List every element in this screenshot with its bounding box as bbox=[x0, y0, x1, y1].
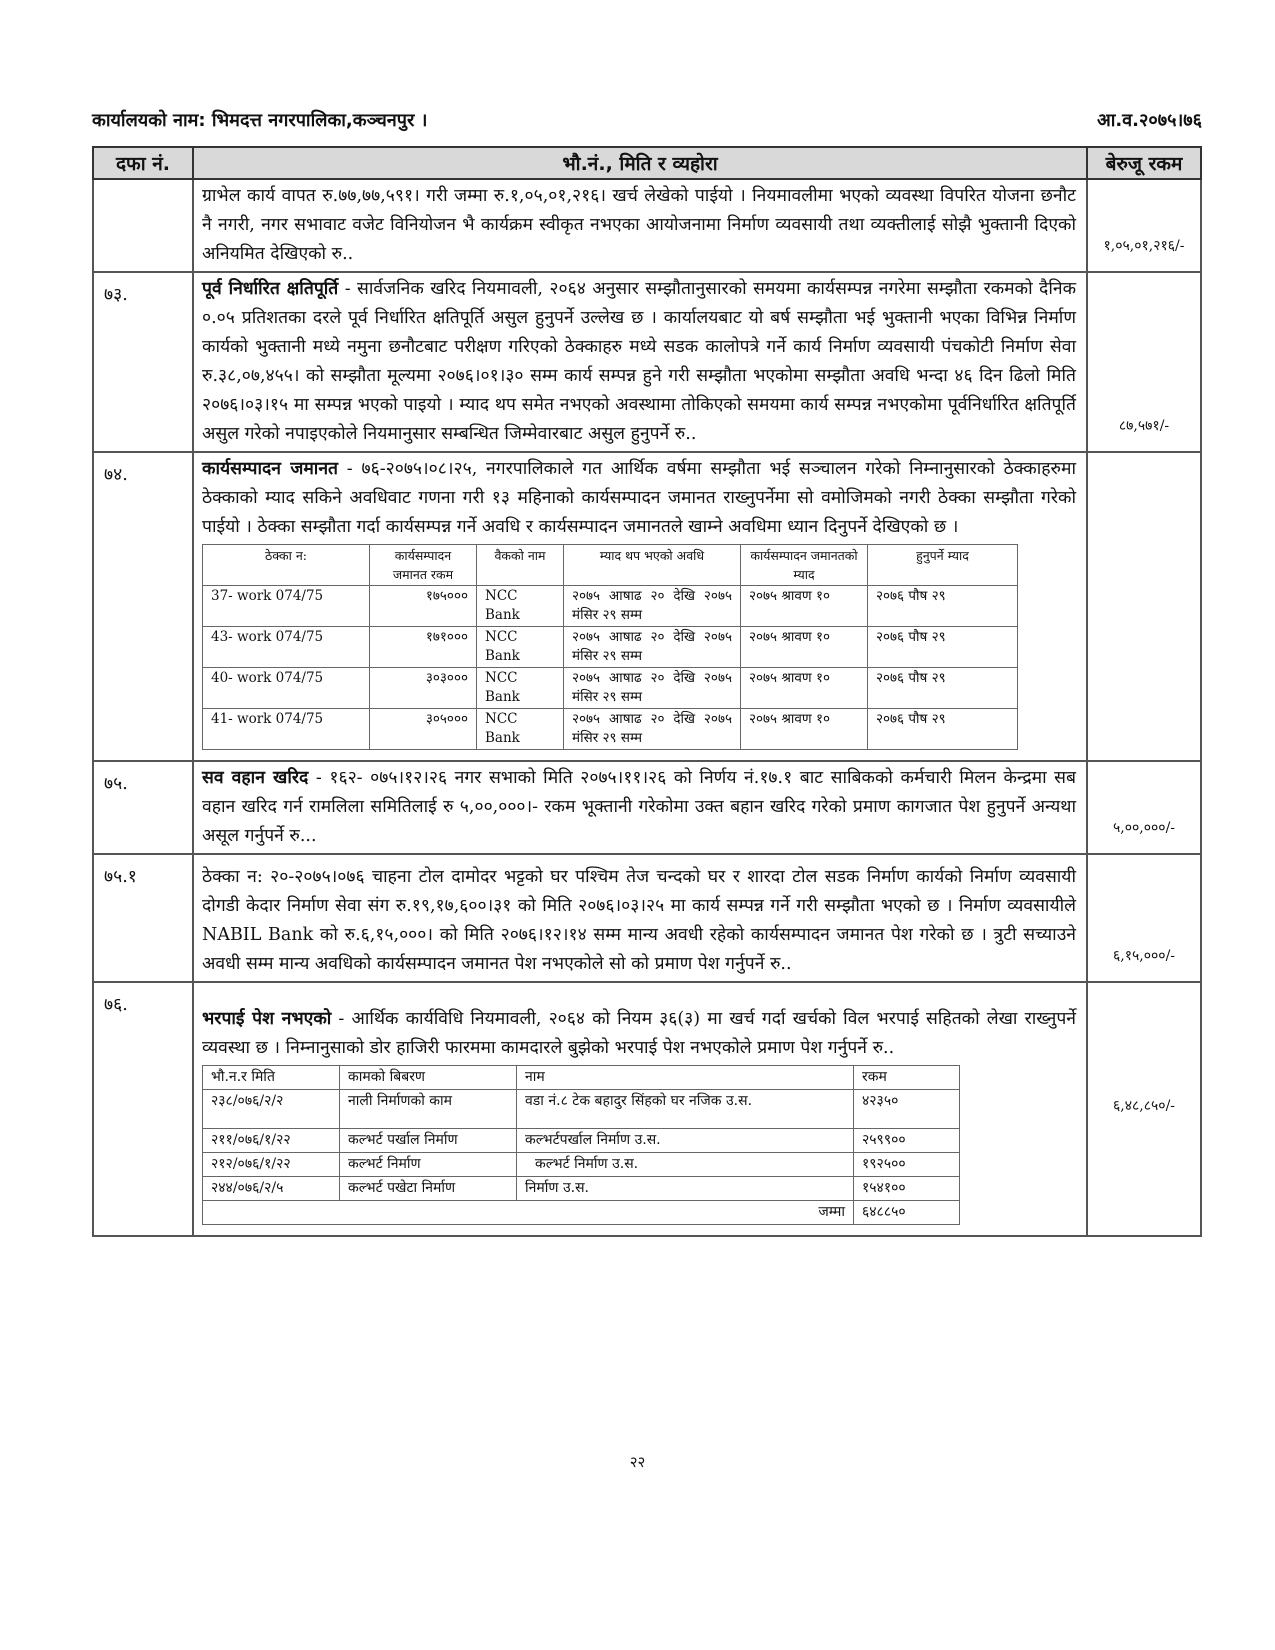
amount-value: ५,००,०००/- bbox=[1112, 820, 1176, 836]
table-row bbox=[93, 452, 1201, 761]
work-description: नाली निर्माणको काम bbox=[340, 1090, 517, 1129]
section-no: ७३. bbox=[93, 272, 193, 452]
table-row bbox=[93, 761, 1201, 854]
table-row bbox=[93, 854, 1201, 982]
section-text: ठेक्का न: २०-२०७५।०७६ चाहना टोल दामोदर भट्टको घर पश्चिम तेज चन्दको घर र शारदा टोल सडक निर्माण कार्यको निर्माण व्यवसायी दोगडी केदार निर्माण सेवा संग रु.१९,१७,६००।३१ को मिति २०७६।०३।२५ मा कार्य सम्पन्न गर्ने गरी सम्झौता भएको छ । निर्माण व्यवसायीले NABIL Bank को रु.६,१५,०००। को मिति २०७६।१२।१४ सम्म मान्य अवधी रहेको कार्यसम्पादन जमानत पेश गरेको छ । त्रुटी सच्याउने अवधी सम्म मान्य अवधिको कार्यसम्पादन जमानत पेश नभएकोले सो को प्रमाण पेश गर्नुपर्ने रु.. bbox=[202, 867, 1076, 974]
section-no: ७४. bbox=[93, 452, 193, 761]
work-description: कल्भर्ट पखेटा निर्माण bbox=[340, 1177, 517, 1201]
voucher-amount: १५४१०० bbox=[854, 1177, 960, 1201]
section-body bbox=[193, 982, 1087, 1236]
table-row bbox=[93, 179, 1201, 272]
extension-period: २०७५ आषाढ २० देखि २०७५ मंसिर २९ सम्म bbox=[564, 709, 741, 750]
voucher-no-date: २११/०७६/१/२२ bbox=[203, 1129, 340, 1153]
voucher-amount: ४२३५० bbox=[854, 1090, 960, 1129]
voucher-header: रकम bbox=[854, 1066, 960, 1090]
guarantee-validity: २०७५ श्रावण १० bbox=[741, 627, 868, 668]
section-no: ७५. bbox=[93, 761, 193, 854]
total-label: जम्मा bbox=[203, 1201, 854, 1225]
section-body bbox=[193, 452, 1087, 761]
guarantee-validity: २०७५ श्रावण १० bbox=[741, 709, 868, 750]
section-text: - ७६-२०७५।०८।२५, नगरपालिकाले गत आर्थिक वर्षमा सम्झौता भई सञ्चालन गरेको निम्नानुसारको ठेक्काहरुमा ठेक्काको म्याद सकिने अवधिवाट गणना गरी १३ महिनाको कार्यसम्पादन जमानत राख्नुपर्नेमा सो वमोजिमको नगरी ठेक्का सम्झौता गरेको पाईयो । ठेक्का सम्झौता गर्दा कार्यसम्पन्न गर्ने अवधि र कार्यसम्पादन जमानतले खाम्ने अवधिमा ध्यान दिनुपर्ने देखिएको छ । bbox=[202, 459, 1077, 537]
audit-table bbox=[92, 146, 1202, 1237]
guarantee-row bbox=[203, 627, 1018, 668]
table-row bbox=[93, 982, 1201, 1236]
payee-name: कल्भर्टपर्खाल निर्माण उ.स. bbox=[517, 1129, 854, 1153]
guarantee-header: कार्यसम्पादन जमानतको म्याद bbox=[741, 545, 868, 586]
extension-period: २०७५ आषाढ २० देखि २०७५ मंसिर २९ सम्म bbox=[564, 627, 741, 668]
required-validity: २०७६ पौष २९ bbox=[868, 586, 1018, 627]
section-no bbox=[93, 179, 193, 272]
voucher-row bbox=[203, 1177, 960, 1201]
payee-name: कल्भर्ट निर्माण उ.स. bbox=[517, 1153, 854, 1177]
col-header-no: दफा नं. bbox=[93, 147, 193, 179]
section-amount bbox=[1087, 854, 1201, 982]
contract-no: 43- work 074/75 bbox=[203, 627, 370, 668]
section-amount bbox=[1087, 452, 1201, 761]
work-description: कल्भर्ट पर्खाल निर्माण bbox=[340, 1129, 517, 1153]
section-text: - १६२- ०७५।१२।२६ नगर सभाको मिति २०७५।११।२६ को निर्णय नं.१७.१ बाट साबिकको कर्मचारी मिलन केन्द्रमा सब वहान खरिद गर्न रामलिला समितिलाई रु ५,००,०००।- रकम भूक्तानी गरेकोमा उक्त बहान खरिद गरेको प्रमाण कागजात पेश हुनुपर्ने अन्यथा असूल गर्नुपर्ने रु... bbox=[202, 768, 1076, 846]
voucher-total-row bbox=[203, 1201, 960, 1225]
bank-name: NCC Bank bbox=[477, 668, 564, 709]
voucher-row bbox=[203, 1153, 960, 1177]
required-validity: २०७६ पौष २९ bbox=[868, 668, 1018, 709]
guarantee-table bbox=[202, 544, 1018, 750]
section-body bbox=[193, 272, 1087, 452]
guarantee-validity: २०७५ श्रावण १० bbox=[741, 668, 868, 709]
guarantee-header: वैकको नाम bbox=[477, 545, 564, 586]
section-body bbox=[193, 179, 1087, 272]
guarantee-amount: ३०३००० bbox=[370, 668, 477, 709]
required-validity: २०७६ पौष २९ bbox=[868, 627, 1018, 668]
total-value: ६४८८५० bbox=[854, 1201, 960, 1225]
voucher-amount: १९२५०० bbox=[854, 1153, 960, 1177]
voucher-no-date: २१२/०७६/१/२२ bbox=[203, 1153, 340, 1177]
section-title: भरपाई पेश नभएको bbox=[202, 1009, 332, 1029]
section-title: कार्यसम्पादन जमानत bbox=[202, 459, 339, 479]
voucher-no-date: २४४/०७६/२/५ bbox=[203, 1177, 340, 1201]
guarantee-header: हुनुपर्ने म्याद bbox=[868, 545, 1018, 586]
voucher-row bbox=[203, 1129, 960, 1153]
section-amount bbox=[1087, 761, 1201, 854]
work-description: कल्भर्ट निर्माण bbox=[340, 1153, 517, 1177]
bank-name: NCC Bank bbox=[477, 586, 564, 627]
col-header-amount: बेरुजू रकम bbox=[1087, 147, 1201, 179]
voucher-table bbox=[202, 1065, 960, 1225]
section-amount bbox=[1087, 272, 1201, 452]
voucher-no-date: २३८/०७६/२/२ bbox=[203, 1090, 340, 1129]
bank-name: NCC Bank bbox=[477, 709, 564, 750]
guarantee-header: म्याद थप भएको अवधि bbox=[564, 545, 741, 586]
extension-period: २०७५ आषाढ २० देखि २०७५ मंसिर २९ सम्म bbox=[564, 586, 741, 627]
table-row bbox=[93, 272, 1201, 452]
section-no: ७५.१ bbox=[93, 854, 193, 982]
page bbox=[92, 108, 1202, 1237]
guarantee-amount: १७१००० bbox=[370, 627, 477, 668]
guarantee-header: ठेक्का न: bbox=[203, 545, 370, 586]
extension-period: २०७५ आषाढ २० देखि २०७५ मंसिर २९ सम्म bbox=[564, 668, 741, 709]
contract-no: 37- work 074/75 bbox=[203, 586, 370, 627]
required-validity: २०७६ पौष २९ bbox=[868, 709, 1018, 750]
amount-value: १,०५,०१,२१६/- bbox=[1103, 238, 1185, 254]
section-amount bbox=[1087, 179, 1201, 272]
col-header-body: भौ.नं., मिति र व्यहोरा bbox=[193, 147, 1087, 179]
guarantee-validity: २०७५ श्रावण १० bbox=[741, 586, 868, 627]
guarantee-row bbox=[203, 709, 1018, 750]
guarantee-row bbox=[203, 586, 1018, 627]
page-number: २२ bbox=[629, 1453, 646, 1471]
payee-name: वडा नं.८ टेक बहादुर सिंहको घर नजिक उ.स. bbox=[517, 1090, 854, 1129]
guarantee-row bbox=[203, 668, 1018, 709]
office-name: कार्यालयको नाम: भिमदत्त नगरपालिका,कञ्चनपुर । bbox=[92, 110, 428, 131]
amount-value: ६,४८,८५०/- bbox=[1112, 1097, 1176, 1114]
voucher-amount: २५९९०० bbox=[854, 1129, 960, 1153]
guarantee-amount: ३०५००० bbox=[370, 709, 477, 750]
section-text: ग्राभेल कार्य वापत रु.७७,७७,५९१। गरी जम्मा रु.१,०५,०१,२१६। खर्च लेखेको पाईयो । नियमावलीमा भएको व्यवस्था विपरित योजना छनौट नै नगरी, नगर सभावाट वजेट विनियोजन भै कार्यक्रम स्वीकृत नभएका आयोजनामा निर्माण व्यवसायी तथा व्यक्तीलाई सोझै भुक्तानी दिएको अनियमित देखिएको रु.. bbox=[202, 186, 1076, 264]
section-no: ७६. bbox=[93, 982, 193, 1236]
amount-value: ६,१५,०००/- bbox=[1112, 948, 1176, 964]
voucher-header: नाम bbox=[517, 1066, 854, 1090]
section-text: - सार्वजनिक खरिद नियमावली, २०६४ अनुसार सम्झौतानुसारको समयमा कार्यसम्पन्न नगरेमा सम्झौता रकमको दैनिक ०.०५ प्रतिशतका दरले पूर्व निर्धारित क्षतिपूर्ति असुल हुनुपर्ने उल्लेख छ । कार्यालयबाट यो बर्ष सम्झौता भई भुक्तानी भएका विभिन्न निर्माण कार्यको भुक्तानी मध्ये नमुना छनौटबाट परीक्षण गरिएको ठेक्काहरु मध्ये सडक कालोपत्रे गर्ने कार्य निर्माण व्यवसायी पंचकोटी निर्माण सेवा रु.३८,०७,४५५। को सम्झौता मूल्यमा २०७६।०१।३० सम्म कार्य सम्पन्न हुने गरी सम्झौता भएकोमा सम्झौता अवधि भन्दा ४६ दिन ढिलो मिति २०७६।०३।१५ मा सम्पन्न भएको पाइयो । म्याद थप समेत नभएको अवस्थामा तोकिएको समयमा कार्य सम्पन्न नभएकोमा पूर्वनिर्धारित क्षतिपूर्ति असुल गरेको नपाइएकोले नियमानुसार सम्बन्धित जिम्मेवारबाट असुल हुनुपर्ने रु.. bbox=[202, 279, 1077, 444]
section-amount bbox=[1087, 982, 1201, 1236]
section-body bbox=[193, 761, 1087, 854]
payee-name: निर्माण उ.स. bbox=[517, 1177, 854, 1201]
guarantee-amount: १७५००० bbox=[370, 586, 477, 627]
voucher-row bbox=[203, 1090, 960, 1129]
amount-value: ८७,५७१/- bbox=[1118, 418, 1170, 434]
section-text: - आर्थिक कार्यविधि नियमावली, २०६४ को नियम ३६(३) मा खर्च गर्दा खर्चको विल भरपाई सहितको लेखा राख्नुपर्ने व्यवस्था छ । निम्नानुसाको डोर हाजिरी फारममा कामदारले बुझेको भरपाई पेश नभएकोले प्रमाण पेश गर्नुपर्ने रु.. bbox=[202, 1009, 1076, 1058]
section-title: पूर्व निर्धारित क्षतिपूर्ति bbox=[202, 279, 339, 299]
fiscal-year: आ.व.२०७५।७६ bbox=[1096, 110, 1202, 131]
voucher-header: कामको बिबरण bbox=[340, 1066, 517, 1090]
bank-name: NCC Bank bbox=[477, 627, 564, 668]
guarantee-header: कार्यसम्पादन जमानत रकम bbox=[370, 545, 477, 586]
document-header bbox=[92, 108, 1202, 132]
contract-no: 41- work 074/75 bbox=[203, 709, 370, 750]
voucher-header: भौ.न.र मिति bbox=[203, 1066, 340, 1090]
section-body bbox=[193, 854, 1087, 982]
section-title: सव वहान खरिद bbox=[202, 768, 309, 788]
contract-no: 40- work 074/75 bbox=[203, 668, 370, 709]
